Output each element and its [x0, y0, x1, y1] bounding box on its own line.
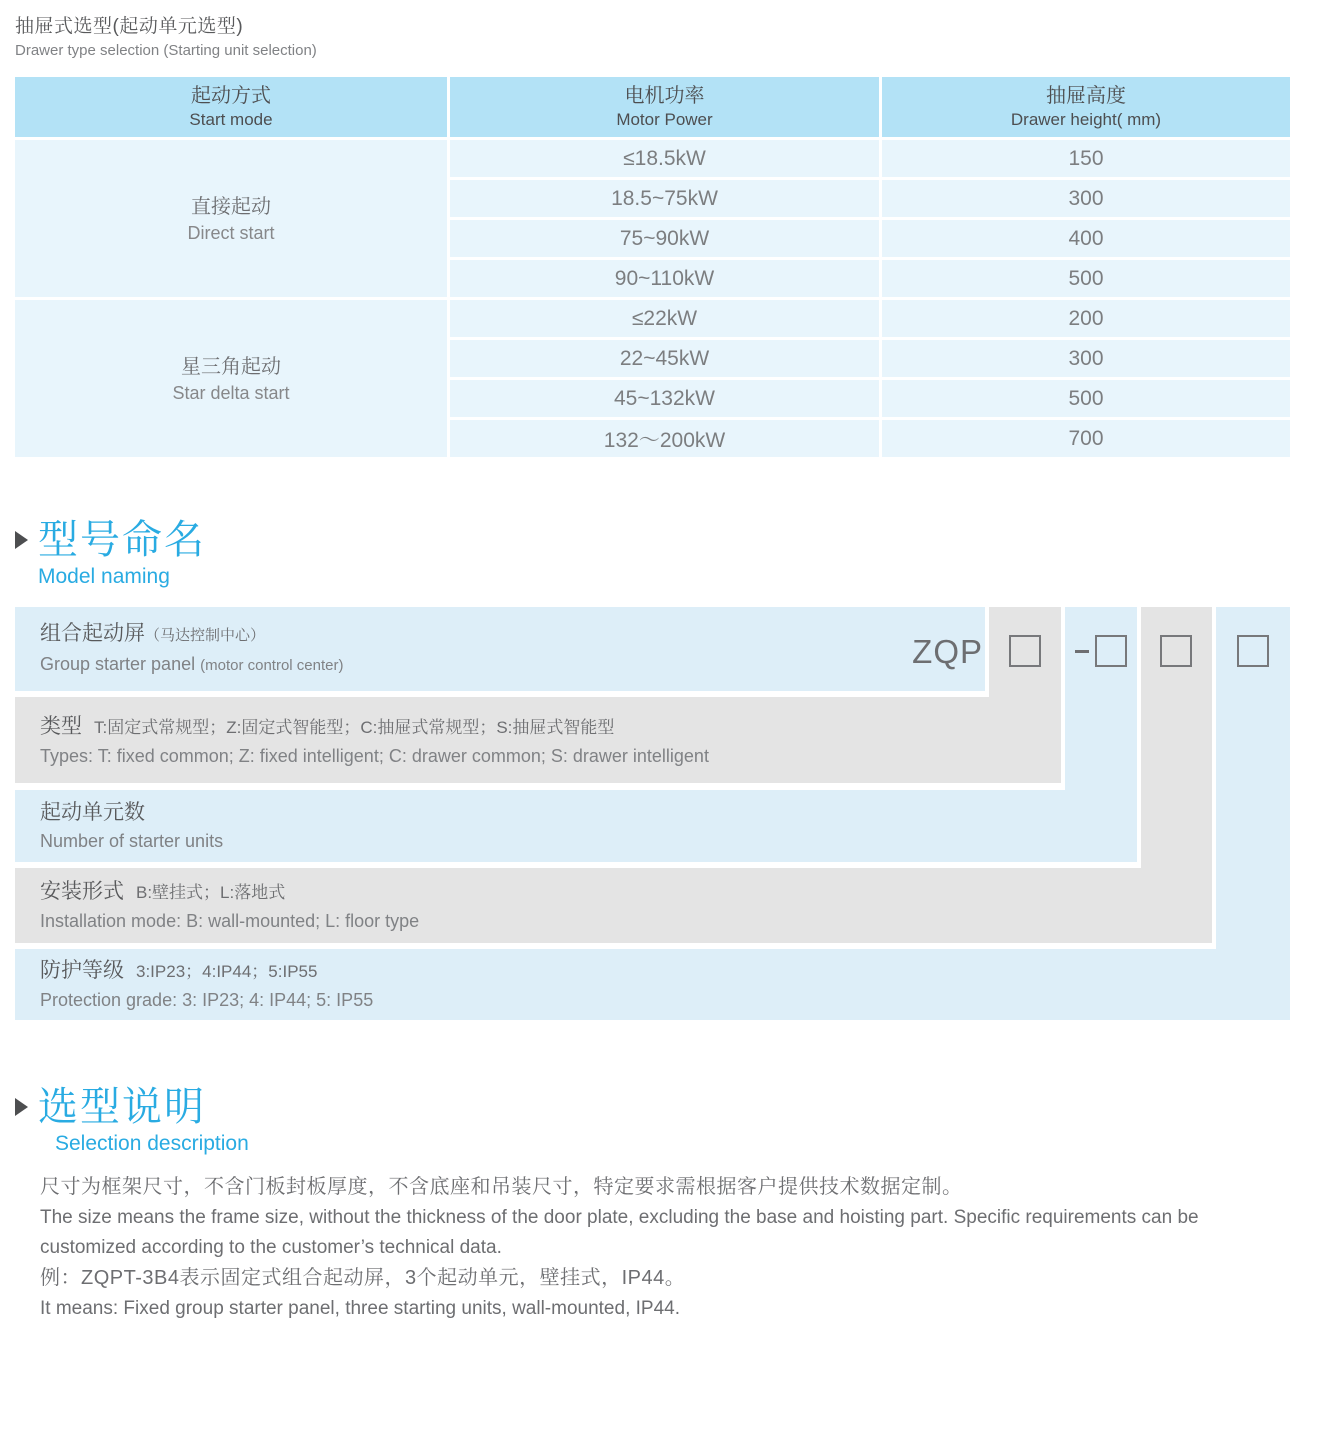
height-cell: 300 — [882, 340, 1290, 377]
row-en: Types: T: fixed common; Z: fixed intelligent; C: drawer common; S: drawer intelligent — [40, 745, 709, 766]
section-title-en: Model naming — [38, 565, 170, 588]
power-cell: 18.5~75kW — [450, 180, 879, 217]
section-selection-description-heading — [15, 1084, 1307, 1158]
description-line-cn: 尺寸为框架尺寸，不含门板封板厚度，不含底座和吊装尺寸，特定要求需根据客户提供技术数据定制。 — [40, 1176, 963, 1198]
section-arrow-icon — [15, 531, 28, 549]
section-title-en: Selection description — [55, 1132, 249, 1155]
section-title-cn: 型号命名 — [38, 518, 206, 562]
row-en: Protection grade: 3: IP23; 4: IP44; 5: IP55 — [40, 990, 374, 1010]
height-cell: 200 — [882, 300, 1290, 337]
model-naming-diagram — [15, 607, 1290, 1020]
example-line-cn: 例：ZQPT-3B4表示固定式组合起动屏，3个起动单元，壁挂式，IP44。 — [40, 1267, 686, 1289]
model-code-box-2 — [1095, 635, 1127, 667]
header-cn: 抽屉高度 — [1046, 85, 1126, 107]
example-line-en: It means: Fixed group starter panel, three starting units, wall-mounted, IP44. — [40, 1298, 680, 1319]
header-cn: 电机功率 — [624, 85, 705, 107]
row-cn-desc: B:壁挂式；L:落地式 — [136, 883, 286, 902]
row-cn-sub: （马达控制中心） — [145, 627, 266, 644]
row-cn-label: 防护等级 — [40, 959, 124, 982]
height-cell: 400 — [882, 220, 1290, 257]
section-arrow-icon — [15, 1098, 28, 1116]
header-en: Motor Power — [616, 110, 713, 129]
description-line-en: The size means the frame size, without the thickness of the door plate, excluding the base and hoisting part. Specific requirements can be customized according to the customer’s technical data. — [40, 1207, 1199, 1258]
table-header-motor-power — [450, 77, 879, 137]
row-cn: 组合起动屏 — [40, 622, 145, 645]
row-cn-label: 起动单元数 — [40, 801, 145, 824]
header-en: Drawer height( mm) — [1010, 110, 1162, 129]
mode-cn: 直接起动 — [191, 195, 271, 218]
page-title-en: Drawer type selection (Starting unit selection) — [15, 42, 317, 59]
naming-row-starter-units — [15, 790, 1137, 862]
mode-cn: 星三角起动 — [181, 355, 281, 378]
header-cn: 起动方式 — [191, 85, 271, 107]
table-header-start-mode — [15, 77, 447, 137]
section-title-cn: 选型说明 — [38, 1085, 206, 1129]
height-cell: 300 — [882, 180, 1290, 217]
row-en: Installation mode: B: wall-mounted; L: floor type — [40, 911, 420, 931]
row-en-sub: (motor control center) — [200, 657, 344, 674]
naming-row-installation — [15, 868, 1212, 943]
page-title-cn: 抽屉式选型(起动单元选型) — [15, 16, 244, 37]
row-cn-desc: T:固定式常规型；Z:固定式智能型；C:抽屉式常规型；S:抽屉式智能型 — [94, 717, 615, 737]
mode-cell-star-delta-start — [15, 300, 447, 457]
row-cn-label: 安装形式 — [40, 880, 124, 903]
table-header-drawer-height — [882, 77, 1290, 137]
model-code-box-4 — [1237, 635, 1269, 667]
height-cell: 150 — [882, 140, 1290, 177]
header-en: Start mode — [189, 110, 273, 129]
row-cn-desc: 3:IP23；4:IP44；5:IP55 — [136, 962, 318, 981]
mode-en: Star delta start — [172, 382, 290, 403]
height-cell: 500 — [882, 380, 1290, 417]
mode-cell-direct-start — [15, 140, 447, 297]
height-cell: 700 — [882, 420, 1290, 457]
naming-row-product — [15, 607, 985, 691]
row-cn-label: 类型 — [40, 714, 82, 738]
selection-description-text — [15, 1172, 1307, 1324]
naming-row-protection — [15, 949, 1290, 1020]
power-cell: ≤22kW — [450, 300, 879, 337]
model-code-dash — [1075, 650, 1089, 653]
power-cell: 132～200kW — [450, 420, 879, 457]
section-model-naming-heading — [15, 517, 1307, 591]
naming-row-type — [15, 697, 1061, 783]
page-title-block — [15, 14, 1307, 62]
row-en: Number of starter units — [40, 831, 224, 851]
power-cell: ≤18.5kW — [450, 140, 879, 177]
model-code-prefix: ZQP — [912, 633, 983, 670]
selection-table — [15, 77, 1290, 457]
row-en: Group starter panel — [40, 654, 196, 674]
power-cell: 22~45kW — [450, 340, 879, 377]
mode-en: Direct start — [187, 222, 275, 243]
power-cell: 45~132kW — [450, 380, 879, 417]
model-code-box-3 — [1160, 635, 1192, 667]
model-code-box-1 — [1009, 635, 1041, 667]
height-cell: 500 — [882, 260, 1290, 297]
power-cell: 75~90kW — [450, 220, 879, 257]
power-cell: 90~110kW — [450, 260, 879, 297]
